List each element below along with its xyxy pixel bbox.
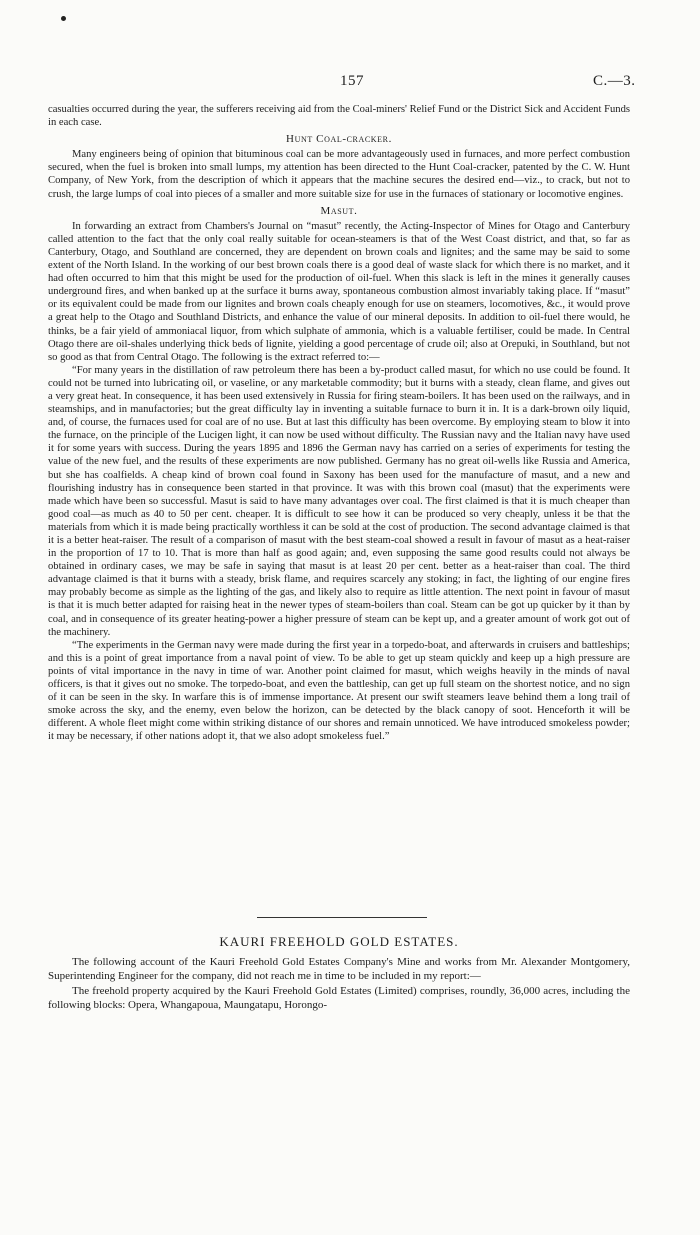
paragraph-casualties: casualties occurred during the year, the sufferers receiving aid from the Coal-miners' Relief Fund or the District Sick and Accident Funds in each case. [48, 104, 630, 129]
heading-hunt-coal-cracker: Hunt Coal-cracker. [286, 133, 392, 146]
document-reference: C.—3. [593, 73, 636, 89]
margin-dot [61, 16, 66, 21]
main-text-column [48, 103, 630, 744]
paragraph-masut-intro: In forwarding an extract from Chambers's Journal on “masut” recently, the Acting-Inspector of Mines for Otago and Canterbury called attention to the fact that the only coal really suitable for ocean-steamers is that of the West Coast district, and that, so far as Canterbury, Otago, and Southland are concerned, they are dependent on brown coals and lignites; and the same may be said to some extent of the North Island. In the working of our best brown coals there is a good deal of waste slack for which there is no market, and it had often occurred to him that this might be used for the production of oil-fuel. When this slack is left in the mines it generally causes underground fires, and when banked up at the surface it burns away, spontaneous combustion almost invariably taking place. If “masut” or its equivalent could be made from our lignites and brown coals cheaply enough for use on steamers, locomotives, &c., it would prove a great help to the Otago and Southland Districts, and enhance the value of our mineral deposits. In addition to oil-fuel there would, he thinks, be a fair yield of ammoniacal liquor, from which sulphate of ammonia, which is a valuable fertiliser, could be made. In Central Otago there are oil-shales underlying thick beds of lignite, yielding a good percentage of crude oil; also at Orepuki, in Southland, but not so good as that from Central Otago. The following is the extract referred to:— [48, 220, 630, 363]
page-number: 157 [340, 73, 364, 89]
kauri-section [48, 935, 630, 1013]
paragraph-kauri-property: The freehold property acquired by the Kauri Freehold Gold Estates (Limited) comprises, roundly, 36,000 acres, including the following blocks: Opera, Whangapoua, Maungatapu, Horongo- [48, 984, 630, 1011]
paragraph-masut-navy: “The experiments in the German navy were made during the first year in a torpedo-boat, and afterwards in cruisers and battleships; and this is a point of great importance from a naval point of view. To be able to get up steam quickly and keep up a high pressure are points of vital importance in the navy in time of war. Another point claimed for masut, which weighs heavily in the minds of naval officers, is that it gives out no smoke. The torpedo-boat, and even the battleship, can get up full steam on the shortest notice, and no sign of it can be seen in the sky. In warfare this is of immense importance. At present our swift steamers leave behind them a long trail of smoke across the sky, and the enemy, even below the horizon, can be detected by the black canopy of soot. Henceforth it will be different. A whole fleet might come within striking distance of our shores and remain unnoticed. We have introduced smokeless powder; it may be necessary, if other nations adopt it, that we also adopt smokeless fuel.” [48, 639, 630, 743]
paragraph-hunt: Many engineers being of opinion that bituminous coal can be more advantageously used in furnaces, and more perfect combustion secured, when the fuel is broken into small lumps, my attention has been directed to the Hunt Coal-cracker, patented by the C. W. Hunt Company, of New York, from the description of which it appears that the machine secures the desired end—viz., to crack, but not to crush, the large lumps of coal into pieces of a smaller and more suitable size for use in the furnaces of stationary or locomotive engines. [48, 149, 630, 200]
paragraph-kauri-account: The following account of the Kauri Freehold Gold Estates Company's Mine and works from Mr. Alexander Montgomery, Superintending Engineer for the company, did not reach me in time to be included in my report:— [48, 955, 630, 982]
paragraph-masut-extract: “For many years in the distillation of raw petroleum there has been a by-product called masut, for which no use could be found. It could not be turned into lubricating oil, or vaseline, or any marketable commodity; but it burns with a steady, clean flame, and gives out a very great heat. In consequence, it has been used extensively in Russia for firing steam-boilers. It has been used on the railways, and in steamships, and in manufactories; but the great difficulty lay in inventing a suitable furnace to burn it in. It is a dark-brown oily liquid, and, of course, the furnaces used for coal are of no use. But at last this difficulty has been overcome. By employing steam to blow it into the furnace, on the principle of the Lucigen light, it can now be used without difficulty. The Russian navy and the Italian navy have used it for some years with success. During the years 1895 and 1896 the German navy has carried on a series of experiments for testing the value of the new fuel, and the results of these experiments are now published. Germany has no great oil-wells like Russia and America, but she has coalfields. A cheap kind of brown coal found in Saxony has been used for the manufacture of masut, and a new and flourishing industry has in consequence been started in that province. It was with this brown coal (masut) that the experiments were made which have been so successful. Masut is said to have many advantages over coal. The first claimed is that it is much cheaper than good coal—as much as 40 to 50 per cent. cheaper. It is difficult to see how it can be produced so very cheaply, unless it be that the materials from which it is made being practically worthless it can be sold at the cost of production. The second advantage claimed is that it is a better heat-raiser. The result of a comparison of masut with the best steam-coal showed a result in favour of masut as a heat-raiser in the proportion of 17 to 10. That is more than half as good again; and, even supposing the same good results could not always be obtained in ordinary cases, we may be safe in saying that masut is at least 20 per cent. better as a heat-raiser than coal. The third advantage claimed is that it burns with a steady, brisk flame, and requires scarcely any stoking; in fact, the lighting of our engine fires may probably become as simple as the lighting of the gas, and likely also to require as little attention. The next point in favour of masut is that it is much better adapted for raising heat in the newer types of steam-boilers than coal. Steam can be got up quicker by it than by coal, and in consequence of its greater heating-power a higher pressure of steam can be kept up, and a greater amount of work got out of the machinery. [48, 364, 630, 638]
section-divider [257, 917, 427, 918]
heading-kauri-freehold: KAURI FREEHOLD GOLD ESTATES. [219, 934, 459, 949]
heading-masut: Masut. [320, 204, 358, 217]
